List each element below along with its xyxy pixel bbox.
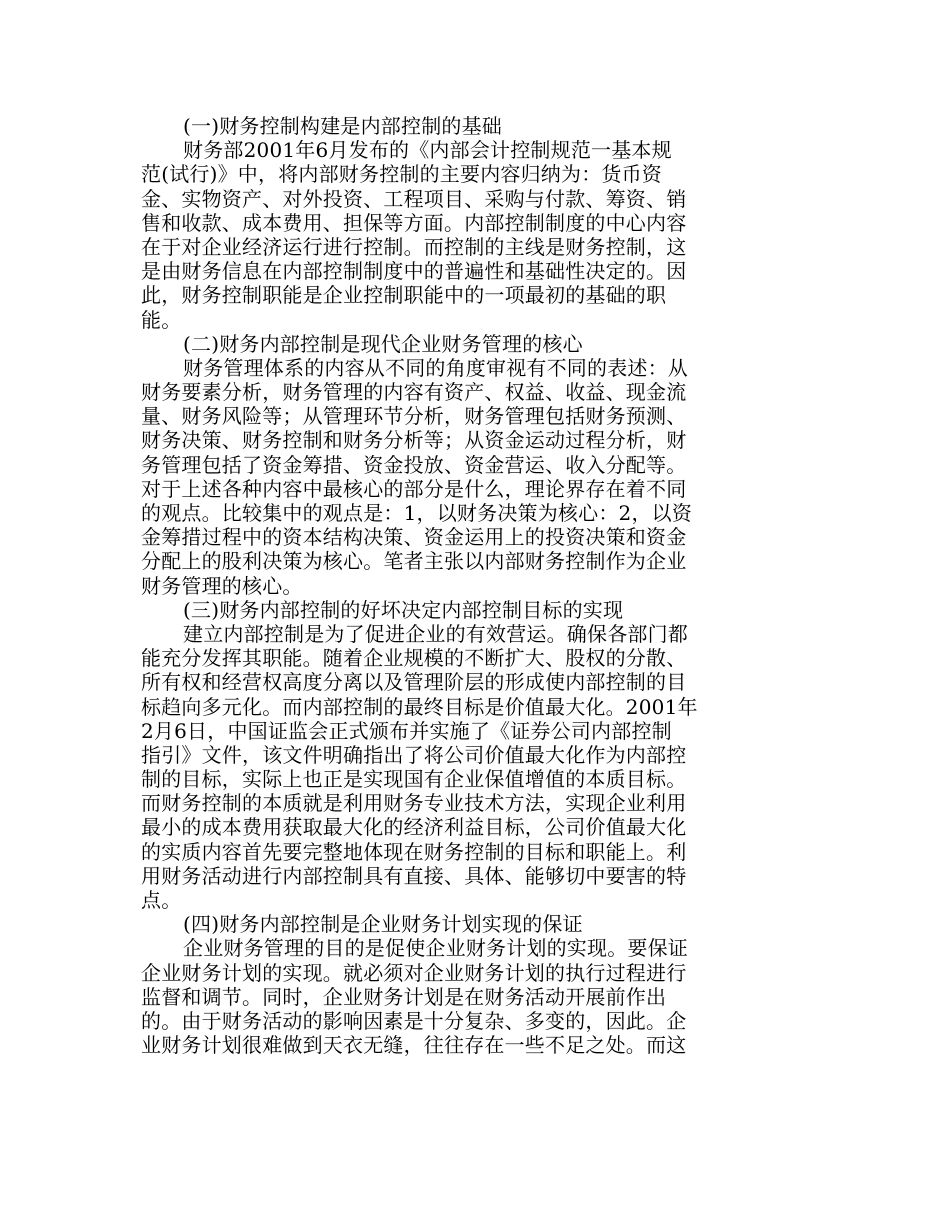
paragraph-line: 对于上述各种内容中最核心的部分是什么，理论界存在着不同 <box>141 476 687 501</box>
paragraph-line: 业财务计划很难做到天衣无缝，往往存在一些不足之处。而这 <box>141 1033 687 1058</box>
paragraph-line: 是由财务信息在内部控制制度中的普遍性和基础性决定的。因 <box>141 259 687 284</box>
paragraph-line: 财务管理体系的内容从不同的角度审视有不同的表述：从 <box>183 355 688 380</box>
paragraph-line: 监督和调节。同时，企业财务计划是在财务活动开展前作出 <box>141 984 667 1009</box>
paragraph-line: 标趋向多元化。而内部控制的最终目标是价值最大化。2001年 <box>141 694 698 719</box>
section-heading: (二)财务内部控制是现代企业财务管理的核心 <box>183 331 583 356</box>
document-page <box>141 114 741 1057</box>
paragraph-line: 分配上的股利决策为核心。笔者主张以内部财务控制作为企业 <box>141 549 687 574</box>
paragraph-line: 所有权和经营权高度分离以及管理阶层的形成使内部控制的目 <box>141 670 687 695</box>
paragraph-line: 能。 <box>141 307 182 332</box>
section-heading: (一)财务控制构建是内部控制的基础 <box>183 114 503 138</box>
paragraph-line: 财务部2001年6月发布的《内部会计控制规范一基本规 <box>183 138 672 163</box>
paragraph-line: 务管理包括了资金筹措、资金投放、资金营运、收入分配等。 <box>141 452 687 477</box>
paragraph-line: 能充分发挥其职能。随着企业规模的不断扩大、股权的分散、 <box>141 646 687 671</box>
paragraph-line: 在于对企业经济运行进行控制。而控制的主线是财务控制，这 <box>141 234 687 259</box>
paragraph-line: 的实质内容首先要完整地体现在财务控制的目标和职能上。利 <box>141 839 687 864</box>
paragraph-line: 财务决策、财务控制和财务分析等；从资金运动过程分析，财 <box>141 428 687 453</box>
paragraph-line: 此，财务控制职能是企业控制职能中的一项最初的基础的职 <box>141 283 667 308</box>
paragraph-line: 企业财务管理的目的是促使企业财务计划的实现。要保证 <box>183 936 688 961</box>
paragraph-line: 财务管理的核心。 <box>141 573 303 598</box>
paragraph-line: 量、财务风险等；从管理环节分析，财务管理包括财务预测、 <box>141 404 687 429</box>
paragraph-line: 最小的成本费用获取最大化的经济利益目标，公司价值最大化 <box>141 815 687 840</box>
paragraph-line: 售和收款、成本费用、担保等方面。内部控制制度的中心内容 <box>141 210 687 235</box>
paragraph-line: 而财务控制的本质就是利用财务专业技术方法，实现企业利用 <box>141 791 687 816</box>
section-heading: (三)财务内部控制的好坏决定内部控制目标的实现 <box>183 597 624 622</box>
paragraph-line: 点。 <box>141 888 182 912</box>
paragraph-line: 范(试行)》中，将内部财务控制的主要内容归纳为：货币资 <box>141 162 663 187</box>
paragraph-line: 2月6日，中国证监会正式颁布并实施了《证券公司内部控制 <box>141 718 672 743</box>
section-heading: (四)财务内部控制是企业财务计划实现的保证 <box>183 912 583 937</box>
paragraph-line: 指引》文件，该文件明确指出了将公司价值最大化作为内部控 <box>141 742 687 767</box>
paragraph-line: 企业财务计划的实现。就必须对企业财务计划的执行过程进行 <box>141 960 687 985</box>
paragraph-line: 金筹措过程中的资本结构决策、资金运用上的投资决策和资金 <box>141 525 687 550</box>
paragraph-line: 的观点。比较集中的观点是：1，以财务决策为核心：2，以资 <box>141 501 693 525</box>
paragraph-line: 财务要素分析，财务管理的内容有资产、权益、收益、现金流 <box>141 380 687 405</box>
paragraph-line: 制的目标，实际上也正是实现国有企业保值增值的本质目标。 <box>141 767 687 792</box>
paragraph-line: 金、实物资产、对外投资、工程项目、采购与付款、筹资、销 <box>141 186 687 211</box>
paragraph-line: 建立内部控制是为了促进企业的有效营运。确保各部门都 <box>183 621 688 646</box>
paragraph-line: 的。由于财务活动的影响因素是十分复杂、多变的，因此。企 <box>141 1008 687 1033</box>
paragraph-line: 用财务活动进行内部控制具有直接、具体、能够切中要害的特 <box>141 863 687 888</box>
